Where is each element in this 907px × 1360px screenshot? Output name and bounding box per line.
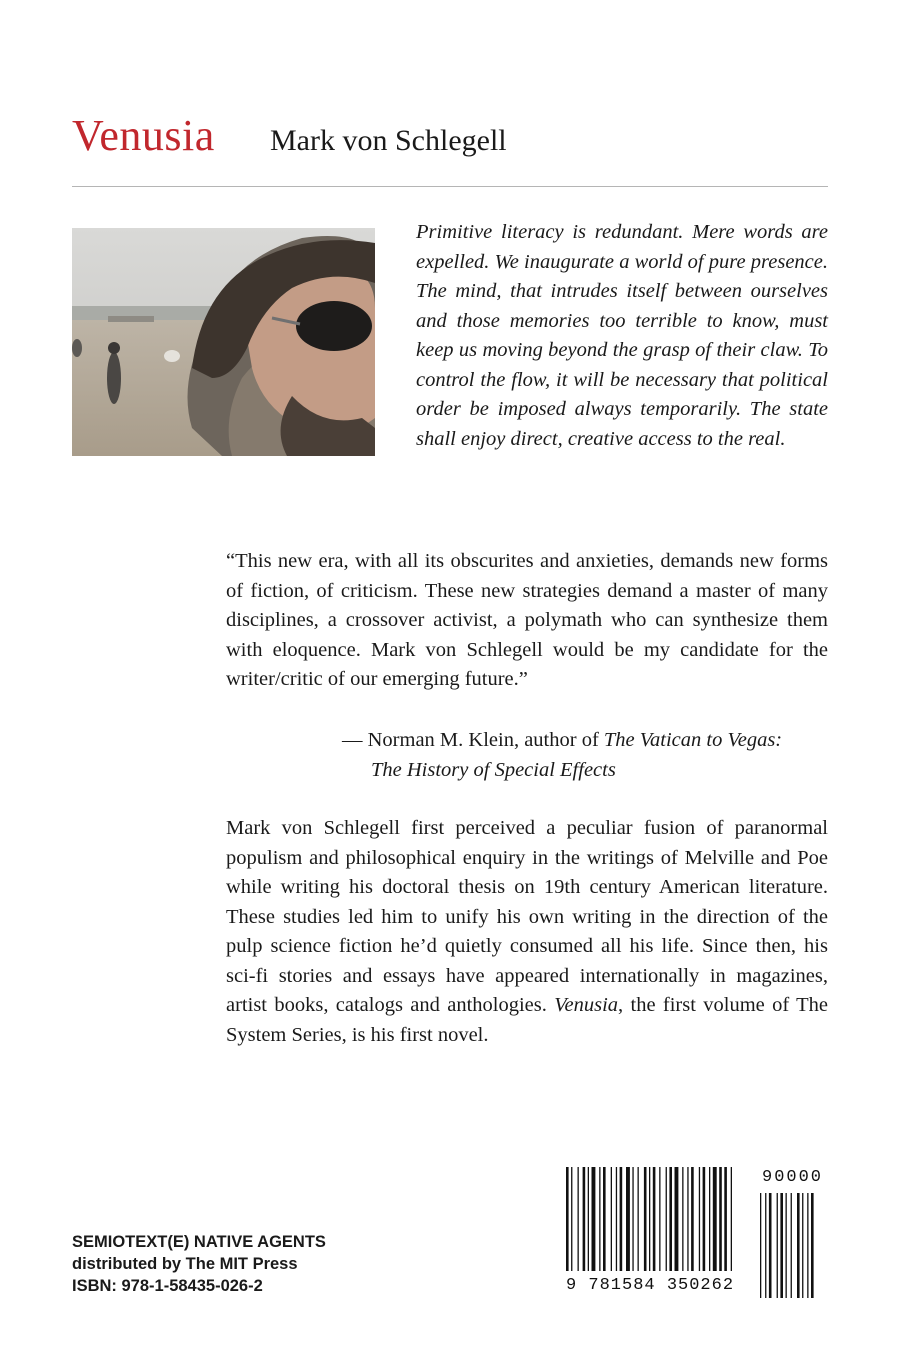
- book-title: Venusia: [72, 111, 215, 160]
- barcode-bar: [616, 1167, 617, 1271]
- barcode-bar: [620, 1167, 623, 1271]
- header-divider: [72, 186, 828, 187]
- barcode-bar: [653, 1167, 656, 1271]
- barcode-bar: [578, 1167, 579, 1271]
- author-photo: [72, 228, 375, 456]
- barcode-bar: [644, 1167, 647, 1271]
- barcode-bar: [592, 1167, 596, 1271]
- barcode-bar: [626, 1167, 630, 1271]
- barcode-bar: [675, 1167, 679, 1271]
- barcode-addon-bar: [811, 1193, 814, 1298]
- barcode-bar: [659, 1167, 660, 1271]
- barcode-bar: [566, 1167, 569, 1271]
- attribution-book-title-2: The History of Special Effects: [371, 758, 616, 781]
- attribution-prefix: — Norman M. Klein, author of: [342, 729, 599, 751]
- bio-book-title: Venusia: [554, 994, 619, 1016]
- epigraph-text: Primitive literacy is redundant. Mere words are expelled. We inaugurate a world of pure presence. The mind, that intrudes itself between ourselves and those memories too terrible to know, must keep us moving beyond the grasp of their claw. To control the flow, it will be necessary that political order be imposed always temporarily. The state shall enjoy direct, creative access to the real.: [416, 221, 828, 450]
- blurb-attribution: [342, 726, 828, 785]
- blurb-quote: “This new era, with all its obscurites and anxieties, demands new forms of fiction, of criticism. These new strategies demand a master of many disciplines, a crossover activist, a polymath who can synthesize them with eloquence. Mark von Schlegell would be my candidate for the writer/critic of our emerging future.”: [226, 550, 828, 690]
- attribution-book-title-1: The Vatican to Vegas:: [603, 729, 783, 751]
- barcode-bar: [682, 1167, 683, 1271]
- barcode-addon-bar: [765, 1193, 766, 1298]
- barcode-bar: [583, 1167, 586, 1271]
- barcode-bar: [699, 1167, 700, 1271]
- barcode-bar: [588, 1167, 589, 1271]
- barcode-digits: 9 781584 350262: [566, 1276, 735, 1295]
- barcode-bar: [611, 1167, 612, 1271]
- barcode-bar: [599, 1167, 600, 1271]
- publisher-imprint: SEMIOTEXT(E) NATIVE AGENTS: [72, 1233, 326, 1251]
- barcode-bar: [571, 1167, 572, 1271]
- barcode-bar: [603, 1167, 606, 1271]
- publisher-isbn: ISBN: 978-1-58435-026-2: [72, 1277, 263, 1295]
- barcode-addon-bar: [791, 1193, 792, 1298]
- publisher-info: [72, 1231, 326, 1297]
- barcode-bar: [731, 1167, 732, 1271]
- publisher-distributor: distributed by The MIT Press: [72, 1255, 298, 1273]
- bio-text-2: , the first volume of The System Series, is his first novel.: [226, 994, 829, 1046]
- author-name: Mark von Schlegell: [270, 124, 507, 157]
- barcode-bar: [691, 1167, 694, 1271]
- barcode-bar: [632, 1167, 633, 1271]
- barcode-addon-bar: [786, 1193, 787, 1298]
- bio-text-1: Mark von Schlegell first perceived a peculiar fusion of paranormal populism and philosophical enquiry in the writings of Melville and Poe while writing his doctoral thesis on 19th century American literature. These studies led him to unify his own writing in the direction of the pulp science fiction he’d quietly consumed all his life. Since then, his sci-fi stories and essays have appeared internationally in magazines, artist books, catalogs and anthologies.: [226, 817, 828, 1016]
- barcode-addon-bar: [797, 1193, 800, 1298]
- author-bio: [226, 814, 828, 1050]
- barcode-bar: [719, 1167, 722, 1271]
- barcode-bar: [649, 1167, 650, 1271]
- barcode-bar: [666, 1167, 667, 1271]
- barcode-addon-bar: [802, 1193, 803, 1298]
- barcode-bar: [669, 1167, 672, 1271]
- barcode-bar: [709, 1167, 710, 1271]
- barcode-addon-bar: [807, 1193, 808, 1298]
- barcode-addon-bar: [760, 1193, 761, 1298]
- barcode-bar: [703, 1167, 706, 1271]
- barcode-bar: [638, 1167, 639, 1271]
- barcode-addon-bar: [780, 1193, 783, 1298]
- barcode-addon-bar: [777, 1193, 778, 1298]
- barcode-addon-bar: [769, 1193, 772, 1298]
- barcode-price-code: 90000: [762, 1168, 824, 1187]
- barcode-bar: [713, 1167, 717, 1271]
- barcode-bar: [724, 1167, 727, 1271]
- barcode-bar: [687, 1167, 688, 1271]
